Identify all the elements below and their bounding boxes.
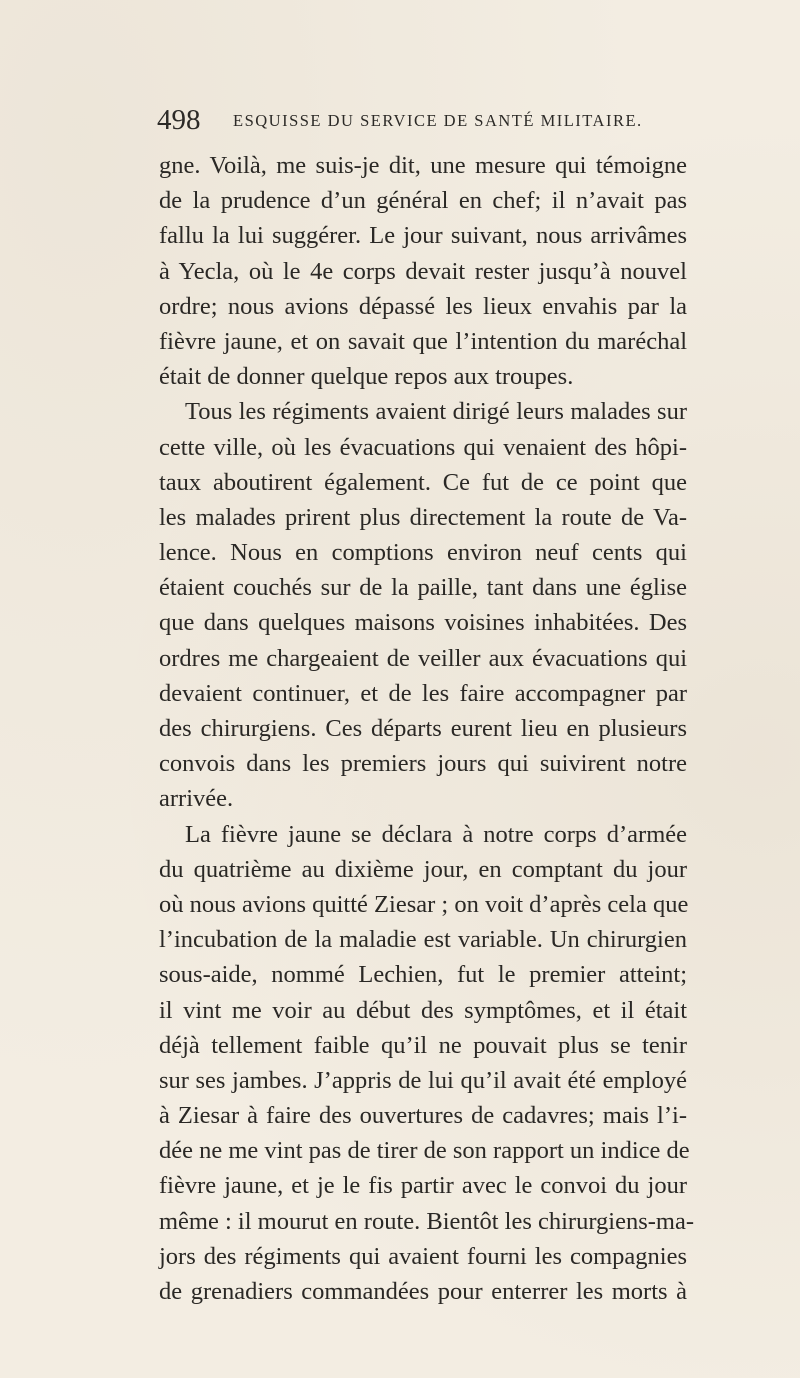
- body-text: [159, 148, 695, 1309]
- text-line: sur ses jambes. J’appris de lui qu’il avait été employé: [159, 1066, 687, 1094]
- text-line: que dans quelques maisons voisines inhabitées. Des: [159, 609, 687, 637]
- text-line: même : il mourut en route. Bientôt les chirurgiens-ma-: [159, 1207, 695, 1235]
- text-line: dée ne me vint pas de tirer de son rapport un indice de: [159, 1137, 690, 1165]
- text-line: arrivée.: [159, 785, 234, 813]
- text-line: les malades prirent plus directement la route de Va-: [159, 503, 687, 531]
- text-line: de la prudence d’un général en chef; il n’avait pas: [159, 187, 687, 215]
- text-line: La fièvre jaune se déclara à notre corps d’armée: [185, 820, 687, 848]
- text-line: cette ville, où les évacuations qui venaient des hôpi-: [159, 433, 687, 461]
- page-header: [157, 102, 687, 138]
- text-line: devaient continuer, et de les faire accompagner par: [159, 679, 687, 707]
- text-line: ordre; nous avions dépassé les lieux envahis par la: [159, 292, 687, 320]
- text-line: fallu la lui suggérer. Le jour suivant, nous arrivâmes: [159, 222, 687, 250]
- text-line: des chirurgiens. Ces départs eurent lieu en plusieurs: [159, 715, 687, 742]
- text-line: déjà tellement faible qu’il ne pouvait plus se tenir: [159, 1031, 687, 1059]
- text-line: l’incubation de la maladie est variable. Un chirurgien: [159, 926, 687, 954]
- text-line: à Yecla, où le 4e corps devait rester jusqu’à nouvel: [159, 257, 687, 285]
- text-line: gne. Voilà, me suis-je dit, une mesure qui témoigne: [159, 152, 687, 179]
- text-line: à Ziesar à faire des ouvertures de cadavres; mais l’i-: [159, 1102, 687, 1130]
- text-line: sous-aide, nommé Lechien, fut le premier atteint;: [159, 961, 687, 989]
- text-line: de grenadiers commandées pour enterrer les morts à: [159, 1278, 687, 1305]
- page-number: 498: [157, 104, 201, 136]
- text-line: convois dans les premiers jours qui suivirent notre: [159, 750, 687, 778]
- text-line: était de donner quelque repos aux troupes.: [159, 363, 574, 391]
- text-line: du quatrième au dixième jour, en comptant du jour: [159, 855, 687, 883]
- text-line: lence. Nous en comptions environ neuf cents qui: [159, 539, 687, 567]
- text-line: jors des régiments qui avaient fourni les compagnies: [159, 1242, 687, 1270]
- text-line: Tous les régiments avaient dirigé leurs malades sur: [185, 398, 687, 426]
- text-line: ordres me chargeaient de veiller aux évacuations qui: [159, 644, 687, 672]
- text-line: où nous avions quitté Ziesar ; on voit d’après cela que: [159, 890, 689, 918]
- text-line: fièvre jaune, et on savait que l’intention du maréchal: [159, 327, 687, 355]
- text-line: étaient couchés sur de la paille, tant dans une église: [159, 574, 687, 602]
- text-line: fièvre jaune, et je le fis partir avec le convoi du jour: [159, 1172, 687, 1200]
- running-title: ESQUISSE DU SERVICE DE SANTÉ MILITAIRE.: [233, 111, 643, 130]
- text-line: il vint me voir au début des symptômes, et il était: [159, 996, 687, 1024]
- text-line: taux aboutirent également. Ce fut de ce point que: [159, 468, 687, 496]
